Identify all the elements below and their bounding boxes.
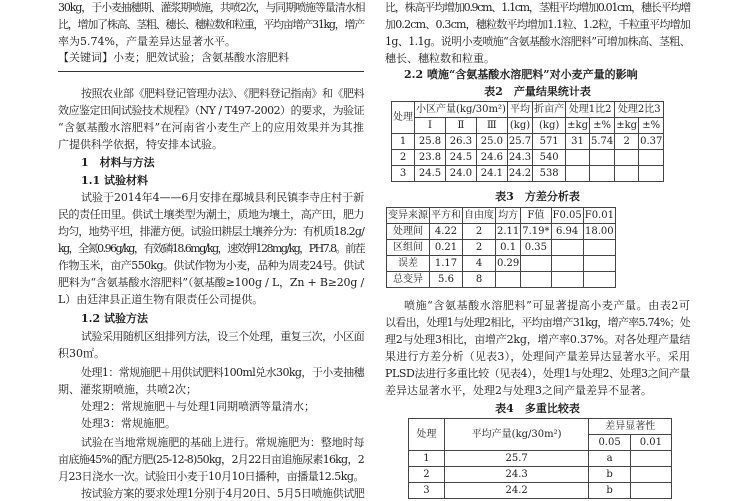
- table-cell: 0.37: [639, 134, 664, 150]
- table-row: [392, 118, 664, 134]
- table-cell: ±kg: [566, 118, 590, 134]
- table-cell: 2: [615, 134, 639, 150]
- table-cell: 处理: [392, 102, 415, 134]
- table-cell: 4.22: [430, 224, 463, 240]
- table-cell: [551, 240, 583, 256]
- text-line: 均匀，地势平坦，排灌方便。试验田耕层土壤养分为：有机质18.2g/: [58, 225, 364, 238]
- text-line: 比，增加了株高、茎粗、穗长、穗粒数和粒重，平均亩增产31kg，增产: [58, 18, 364, 31]
- text-line: PLSD法进行多重比较（见表4），处理1与处理2、处理3之间产量: [385, 367, 690, 380]
- table-cell: F0.01: [583, 208, 615, 224]
- table-cell: 26.3: [445, 134, 476, 150]
- table-cell: 24.2: [507, 166, 532, 182]
- text-line: 试验采用随机区组排列方法，设三个处理，重复三次，小区面: [81, 330, 364, 343]
- table-cell: 2: [409, 467, 445, 483]
- text-line: 穗长、穗粒数和粒重。: [385, 52, 495, 65]
- table-cell: 2.11: [496, 224, 521, 240]
- table-row: [409, 419, 672, 435]
- table3-anova: [386, 207, 616, 288]
- table-cell: [615, 166, 639, 182]
- text-line: “含氨基酸水溶肥料”在河南省小麦生产上的应用效果并为其推: [58, 121, 364, 134]
- table-cell: 处理2比3: [615, 102, 664, 118]
- table-cell: a: [589, 451, 630, 467]
- table-cell: 平方和: [430, 208, 463, 224]
- table-cell: 25.7: [444, 451, 589, 467]
- table-cell: 25.0: [476, 134, 507, 150]
- text-line: 肥料为“含氨基酸水溶肥料”（氨基酸≥100g / L，Zn + B≥20g /: [58, 276, 364, 289]
- table-row: [387, 208, 616, 224]
- table-cell: [630, 467, 671, 483]
- text-line: 处理1：常规施肥＋用供试肥料100ml兑水30kg，于小麦抽穗: [81, 366, 364, 379]
- table-cell: 4: [463, 256, 496, 272]
- table-cell: 1: [409, 451, 445, 467]
- table-cell: [583, 256, 615, 272]
- table-cell: 8: [463, 272, 496, 288]
- table-cell: 3: [392, 166, 415, 182]
- table-row: [392, 150, 664, 166]
- table-cell: 24.6: [476, 150, 507, 166]
- table-cell: 处理1比2: [566, 102, 615, 118]
- table-cell: ±%: [639, 118, 664, 134]
- table-cell: 自由度: [463, 208, 496, 224]
- table-cell: Ⅱ: [445, 118, 476, 134]
- table4-multiple-comparison: [408, 418, 672, 499]
- table-cell: 误差: [387, 256, 430, 272]
- text-line: 作物玉米，亩产550kg。供试作物为小麦，品种为周麦24号。供试: [58, 259, 364, 272]
- table-cell: 0.05: [589, 435, 630, 451]
- table-row: [409, 467, 672, 483]
- table-cell: [639, 150, 664, 166]
- table-cell: 24.3: [507, 150, 532, 166]
- table-cell: 折亩产: [533, 102, 566, 118]
- table-cell: 处理间: [387, 224, 430, 240]
- table-cell: [583, 272, 615, 288]
- table-cell: 区组间: [387, 240, 430, 256]
- table-cell: 24.5: [415, 166, 446, 182]
- text-line: 按照农业部《肥料登记管理办法》、《肥料登记指南》和《肥料: [81, 87, 364, 100]
- table-cell: [639, 166, 664, 182]
- text-line: 率为5.74%，产量差异达显著水平。: [58, 35, 236, 48]
- table-cell: 24.3: [444, 467, 589, 483]
- table-cell: [583, 240, 615, 256]
- text-line: 处理2：常规施肥＋与处理1同期喷洒等量清水；: [81, 400, 315, 413]
- table-cell: 5.6: [430, 272, 463, 288]
- table-cell: 538: [533, 166, 566, 182]
- table-cell: 1.17: [430, 256, 463, 272]
- abstract-divider: [58, 71, 364, 72]
- table-cell: 24.1: [476, 166, 507, 182]
- table-cell: [630, 451, 671, 467]
- table-cell: 540: [533, 150, 566, 166]
- table-cell: [551, 272, 583, 288]
- table-row: [409, 483, 672, 499]
- text-line: 试验在当地常规施肥的基础上进行。常规施肥为：整地时每: [81, 436, 365, 449]
- table-cell: 小区产量(kg/30m²): [415, 102, 508, 118]
- table-cell: [551, 256, 583, 272]
- text-line: 民的责任田里。供试土壤类型为潮土，质地为壤土，高产田，肥力: [58, 208, 364, 221]
- table-cell: 平均: [507, 102, 532, 118]
- table-cell: 总变异: [387, 272, 430, 288]
- table-row: [409, 451, 672, 467]
- table-row: [392, 102, 664, 118]
- table-cell: (kg): [507, 118, 532, 134]
- table-cell: 0.29: [496, 256, 521, 272]
- section-heading: 2.2 喷施“含氨基酸水溶肥料”对小麦产量的影响: [404, 68, 638, 81]
- table-cell: Ⅲ: [476, 118, 507, 134]
- text-line: 果进行方差分析（见表3），处理间产量差异达显著水平。采用: [385, 350, 690, 363]
- table-cell: 变异来源: [387, 208, 430, 224]
- text-line: 期、灌浆期喷施，共喷2次；: [58, 383, 197, 396]
- table-cell: 571: [533, 134, 566, 150]
- table-cell: 24.0: [445, 166, 476, 182]
- table-row: [387, 224, 616, 240]
- table-cell: (kg): [533, 118, 566, 134]
- table-row: [387, 240, 616, 256]
- text-line: 以看出，处理1与处理2相比，平均亩增产31kg，增产率5.74%；处: [385, 316, 690, 329]
- table-cell: [630, 483, 671, 499]
- table-cell: Ⅰ: [415, 118, 446, 134]
- table-cell: 25.8: [415, 134, 446, 150]
- text-line: 亩底施45%的配方肥(25-12-8)50kg，2月22日亩追施尿素16kg，2: [58, 453, 364, 466]
- text-line: 1g、1.1g。说明小麦喷施“含氨基酸水溶肥料”可增加株高、茎粗、: [385, 35, 691, 48]
- text-line: 广提供科学依据，特安排本试验。: [58, 138, 223, 151]
- table-cell: 平均产量(kg/30m²): [444, 419, 589, 451]
- table-cell: F值: [521, 208, 551, 224]
- text-line: L）由廷津县正道生物有限责任公司提供。: [58, 293, 264, 306]
- table-row: [392, 166, 664, 182]
- keywords: 【关键词】小麦；肥效试验；含氨基酸水溶肥料: [58, 51, 289, 64]
- table-cell: 0.35: [521, 240, 551, 256]
- table-cell: [566, 166, 590, 182]
- table4-title: 表4 多重比较表: [495, 402, 580, 415]
- table-cell: 差异显著性: [589, 419, 672, 435]
- table-cell: [566, 150, 590, 166]
- table-cell: 1: [392, 134, 415, 150]
- table2-title: 表2 产量结果统计表: [484, 85, 591, 98]
- table-cell: F0.05: [551, 208, 583, 224]
- table-row: [392, 134, 664, 150]
- table-cell: 2: [392, 150, 415, 166]
- table-cell: b: [589, 483, 630, 499]
- text-line: 处理3：常规施肥。: [81, 417, 176, 430]
- table-cell: [521, 272, 551, 288]
- table-cell: 18.00: [583, 224, 615, 240]
- table-cell: 处理: [409, 419, 445, 451]
- text-line: 试验于2014年4——6月安排在鄢城县利民镇李寺庄村于新: [81, 191, 364, 204]
- table-cell: 均方: [496, 208, 521, 224]
- table-cell: 7.19*: [521, 224, 551, 240]
- table-cell: 31: [566, 134, 590, 150]
- table-cell: 24.5: [445, 150, 476, 166]
- text-line: 比，株高平均增加0.9cm、1.1cm，茎粗平均增加0.01cm，穗长平均增: [385, 1, 690, 14]
- text-line: 差异达显著水平，处理2与处理3之间产量差异不显著。: [385, 384, 652, 397]
- table-cell: 5.74: [589, 134, 614, 150]
- table-cell: 0.21: [430, 240, 463, 256]
- table-row: [387, 256, 616, 272]
- text-line: 月23日浇水一次。试验田小麦于10月10日播种，亩播量12.5kg。: [58, 470, 364, 483]
- text-line: 1 材料与方法: [81, 156, 155, 169]
- table-cell: [496, 272, 521, 288]
- text-line: 1.2 试验方法: [81, 312, 148, 325]
- table-cell: b: [589, 467, 630, 483]
- text-line: 效应鉴定田间试验技术规程》（NY / T497-2002）的要求，为验证: [58, 104, 365, 117]
- table2-yield-stats: [391, 101, 664, 182]
- table-cell: 24.2: [444, 483, 589, 499]
- table-cell: 2: [463, 224, 496, 240]
- text-line: 加0.2cm、0.3cm，穗粒数平均增加1.1粒、1.2粒，千粒重平均增加: [385, 18, 690, 31]
- text-line: 30kg，于小麦抽穗期、灌浆期喷施，共喷2次，与同期喷施等量清水相: [58, 1, 365, 14]
- table-cell: [589, 166, 614, 182]
- table-cell: 0.1: [496, 240, 521, 256]
- table-cell: 23.8: [415, 150, 446, 166]
- table-cell: ±%: [589, 118, 614, 134]
- text-line: 1.1 试验材料: [81, 174, 148, 187]
- table-cell: 3: [409, 483, 445, 499]
- table-cell: ±kg: [615, 118, 639, 134]
- text-line: 积30㎡。: [58, 347, 105, 360]
- table-cell: 6.94: [551, 224, 583, 240]
- table-cell: [615, 150, 639, 166]
- table-cell: 25.7: [507, 134, 532, 150]
- table3-title: 表3 方差分析表: [495, 190, 580, 203]
- text-line: kg，全氮0.96g/kg，有效磷18.6mg/kg，速效钾128mg/kg，PH7.8。前茬: [58, 242, 365, 255]
- table-cell: [521, 256, 551, 272]
- text-line: 理2与处理3相比，亩增产2kg，增产率0.37%。对各处理产量结: [385, 333, 691, 346]
- table-row: [387, 272, 616, 288]
- text-line: 喷施“含氨基酸水溶肥料”可显著提高小麦产量。由表2可: [404, 299, 690, 312]
- table-cell: 2: [463, 240, 496, 256]
- table-cell: 0.01: [630, 435, 671, 451]
- text-line: 按试验方案的要求处理1分别于4月20日、5月5日喷施供试肥: [81, 487, 365, 500]
- table-cell: [589, 150, 614, 166]
